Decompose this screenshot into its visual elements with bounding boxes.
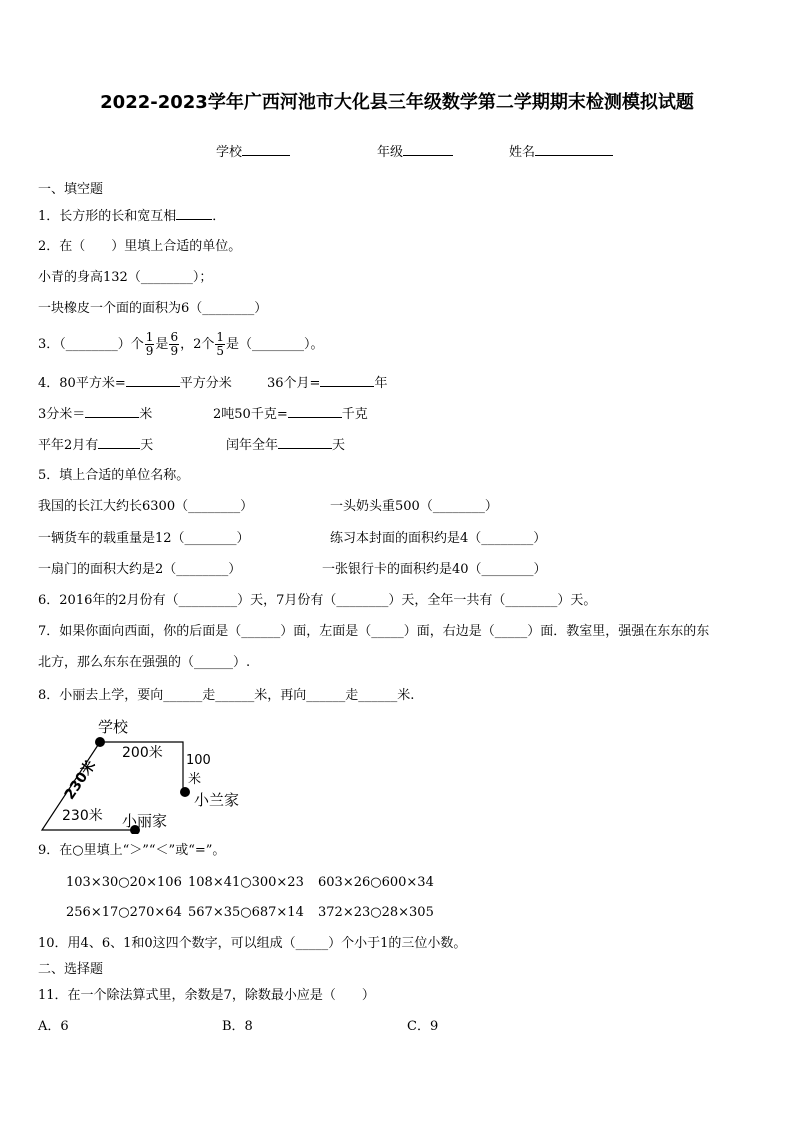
question-7a: 7．如果你面向西面，你的后面是（______）面，左面是（_____）面，右边是（_____）面．教室里，强强在东东的东 <box>38 624 710 639</box>
question-4a-right <box>267 374 387 393</box>
school-dot <box>95 737 105 747</box>
name-label: 姓名 <box>509 145 536 160</box>
q4c-left-blank[interactable] <box>98 436 140 449</box>
school-label: 学校 <box>98 718 129 736</box>
q4b-left-blank[interactable] <box>85 405 139 418</box>
q3-part3: ，2个 <box>180 337 215 352</box>
q5-row-3-right: 一张银行卡的面积约是40（________） <box>322 562 547 577</box>
q9-item-6: 372×23○28×305 <box>318 905 434 920</box>
question-7b: 北方，那么东东在强强的（______）. <box>38 655 251 670</box>
q1-text: 1．长方形的长和宽互相 <box>38 209 177 224</box>
grade-blank[interactable] <box>403 143 453 156</box>
q4c-right-text: 闰年全年 <box>226 438 279 453</box>
q4c-left-unit: 天 <box>140 438 154 453</box>
q4b-right-text: 2吨50千克= <box>213 407 288 422</box>
fraction-1-5 <box>215 331 225 358</box>
right-distance-unit: 米 <box>188 772 202 787</box>
diagonal-distance-label: 230米 <box>61 757 100 803</box>
question-3 <box>38 330 324 360</box>
q11-option-b[interactable]: B．8 <box>222 1019 253 1034</box>
question-6: 6．2016年的2月份有（_________）天，7月份有（________）天，全年一共有（________）天。 <box>38 593 597 608</box>
top-distance-label: 200米 <box>122 745 163 761</box>
question-4c-left <box>38 436 153 455</box>
question-4b-right <box>213 405 368 424</box>
school-blank[interactable] <box>242 143 290 156</box>
q4c-right-blank[interactable] <box>278 436 332 449</box>
q11-option-a[interactable]: A．6 <box>38 1019 69 1034</box>
question-9: 9．在○里填上“＞”“＜”或“=”。 <box>38 843 226 858</box>
name-blank[interactable] <box>535 143 613 156</box>
question-11: 11．在一个除法算式里，余数是7，除数最小应是（ ） <box>38 988 375 1003</box>
q9-item-1: 103×30○20×106 <box>66 875 182 890</box>
q9-item-5: 567×35○687×14 <box>188 905 304 920</box>
section-fill-in: 一、填空题 <box>38 182 104 197</box>
question-4b-left <box>38 405 152 424</box>
q5-row-3-left: 一扇门的面积大约是2（________） <box>38 562 242 577</box>
q4a-left-text: 4．80平方米= <box>38 376 126 391</box>
question-8: 8．小丽去上学，要向______走______米，再向______走______米. <box>38 688 415 703</box>
q3-part2: 是 <box>155 337 169 352</box>
li-home-label: 小丽家 <box>122 812 168 830</box>
q4c-left-text: 平年2月有 <box>38 438 99 453</box>
fraction-numerator: 1 <box>216 330 224 344</box>
q11-option-c[interactable]: C．9 <box>407 1019 439 1034</box>
q3-part4: 是（________）。 <box>226 337 324 352</box>
question-4a-left <box>38 374 232 393</box>
q9-item-2: 108×41○300×23 <box>188 875 304 890</box>
route-diagram <box>30 712 260 834</box>
q4b-right-blank[interactable] <box>288 405 342 418</box>
fraction-6-9 <box>169 331 179 358</box>
fraction-1-9 <box>145 331 155 358</box>
right-distance-label: 100 <box>186 753 211 768</box>
q9-item-4: 256×17○270×64 <box>66 905 182 920</box>
section-multiple-choice: 二、选择题 <box>38 962 104 977</box>
fraction-denominator: 9 <box>170 344 179 358</box>
q5-row-2-left: 一辆货车的载重量是12（________） <box>38 531 250 546</box>
fraction-denominator: 9 <box>145 344 154 358</box>
question-2b: 一块橡皮一个面的面积为6（________） <box>38 301 268 316</box>
q4a-right-text: 36个月= <box>267 376 321 391</box>
school-field <box>216 141 290 160</box>
grade-label: 年级 <box>377 145 404 160</box>
fraction-numerator: 6 <box>170 330 179 344</box>
q3-part1: 3．（________）个 <box>38 337 144 352</box>
question-2: 2．在（ ）里填上合适的单位。 <box>38 239 242 254</box>
question-5: 5．填上合适的单位名称。 <box>38 468 190 483</box>
name-field <box>509 141 613 160</box>
q9-item-3: 603×26○600×34 <box>318 875 434 890</box>
lan-home-dot <box>180 787 190 797</box>
question-10: 10．用4、6、1和0这四个数字，可以组成（_____）个小于1的三位小数。 <box>38 936 467 951</box>
q4a-right-unit: 年 <box>374 376 388 391</box>
grade-field <box>377 141 453 160</box>
fraction-denominator: 5 <box>216 344 224 358</box>
page-title: 2022-2023学年广西河池市大化县三年级数学第二学期期末检测模拟试题 <box>100 92 694 113</box>
fraction-numerator: 1 <box>145 330 154 344</box>
q4b-left-text: 3分米＝ <box>38 407 86 422</box>
bottom-distance-label: 230米 <box>62 808 103 824</box>
question-4c-right <box>226 436 345 455</box>
q4a-left-unit: 平方分米 <box>179 376 232 391</box>
q4a-left-blank[interactable] <box>126 374 180 387</box>
q4c-right-unit: 天 <box>332 438 346 453</box>
q4a-right-blank[interactable] <box>320 374 374 387</box>
question-2a: 小青的身高132（________）； <box>38 270 213 285</box>
q1-blank[interactable] <box>176 207 212 220</box>
question-1 <box>38 207 225 226</box>
q4b-right-unit: 千克 <box>341 407 368 422</box>
school-label: 学校 <box>216 145 243 160</box>
q5-row-1-left: 我国的长江大约长6300（________） <box>38 499 254 514</box>
q4b-left-unit: 米 <box>139 407 153 422</box>
q5-row-2-right: 练习本封面的面积约是4（________） <box>330 531 547 546</box>
q5-row-1-right: 一头奶头重500（________） <box>330 499 498 514</box>
lan-home-label: 小兰家 <box>194 791 240 809</box>
q1-end: ． <box>212 209 226 224</box>
